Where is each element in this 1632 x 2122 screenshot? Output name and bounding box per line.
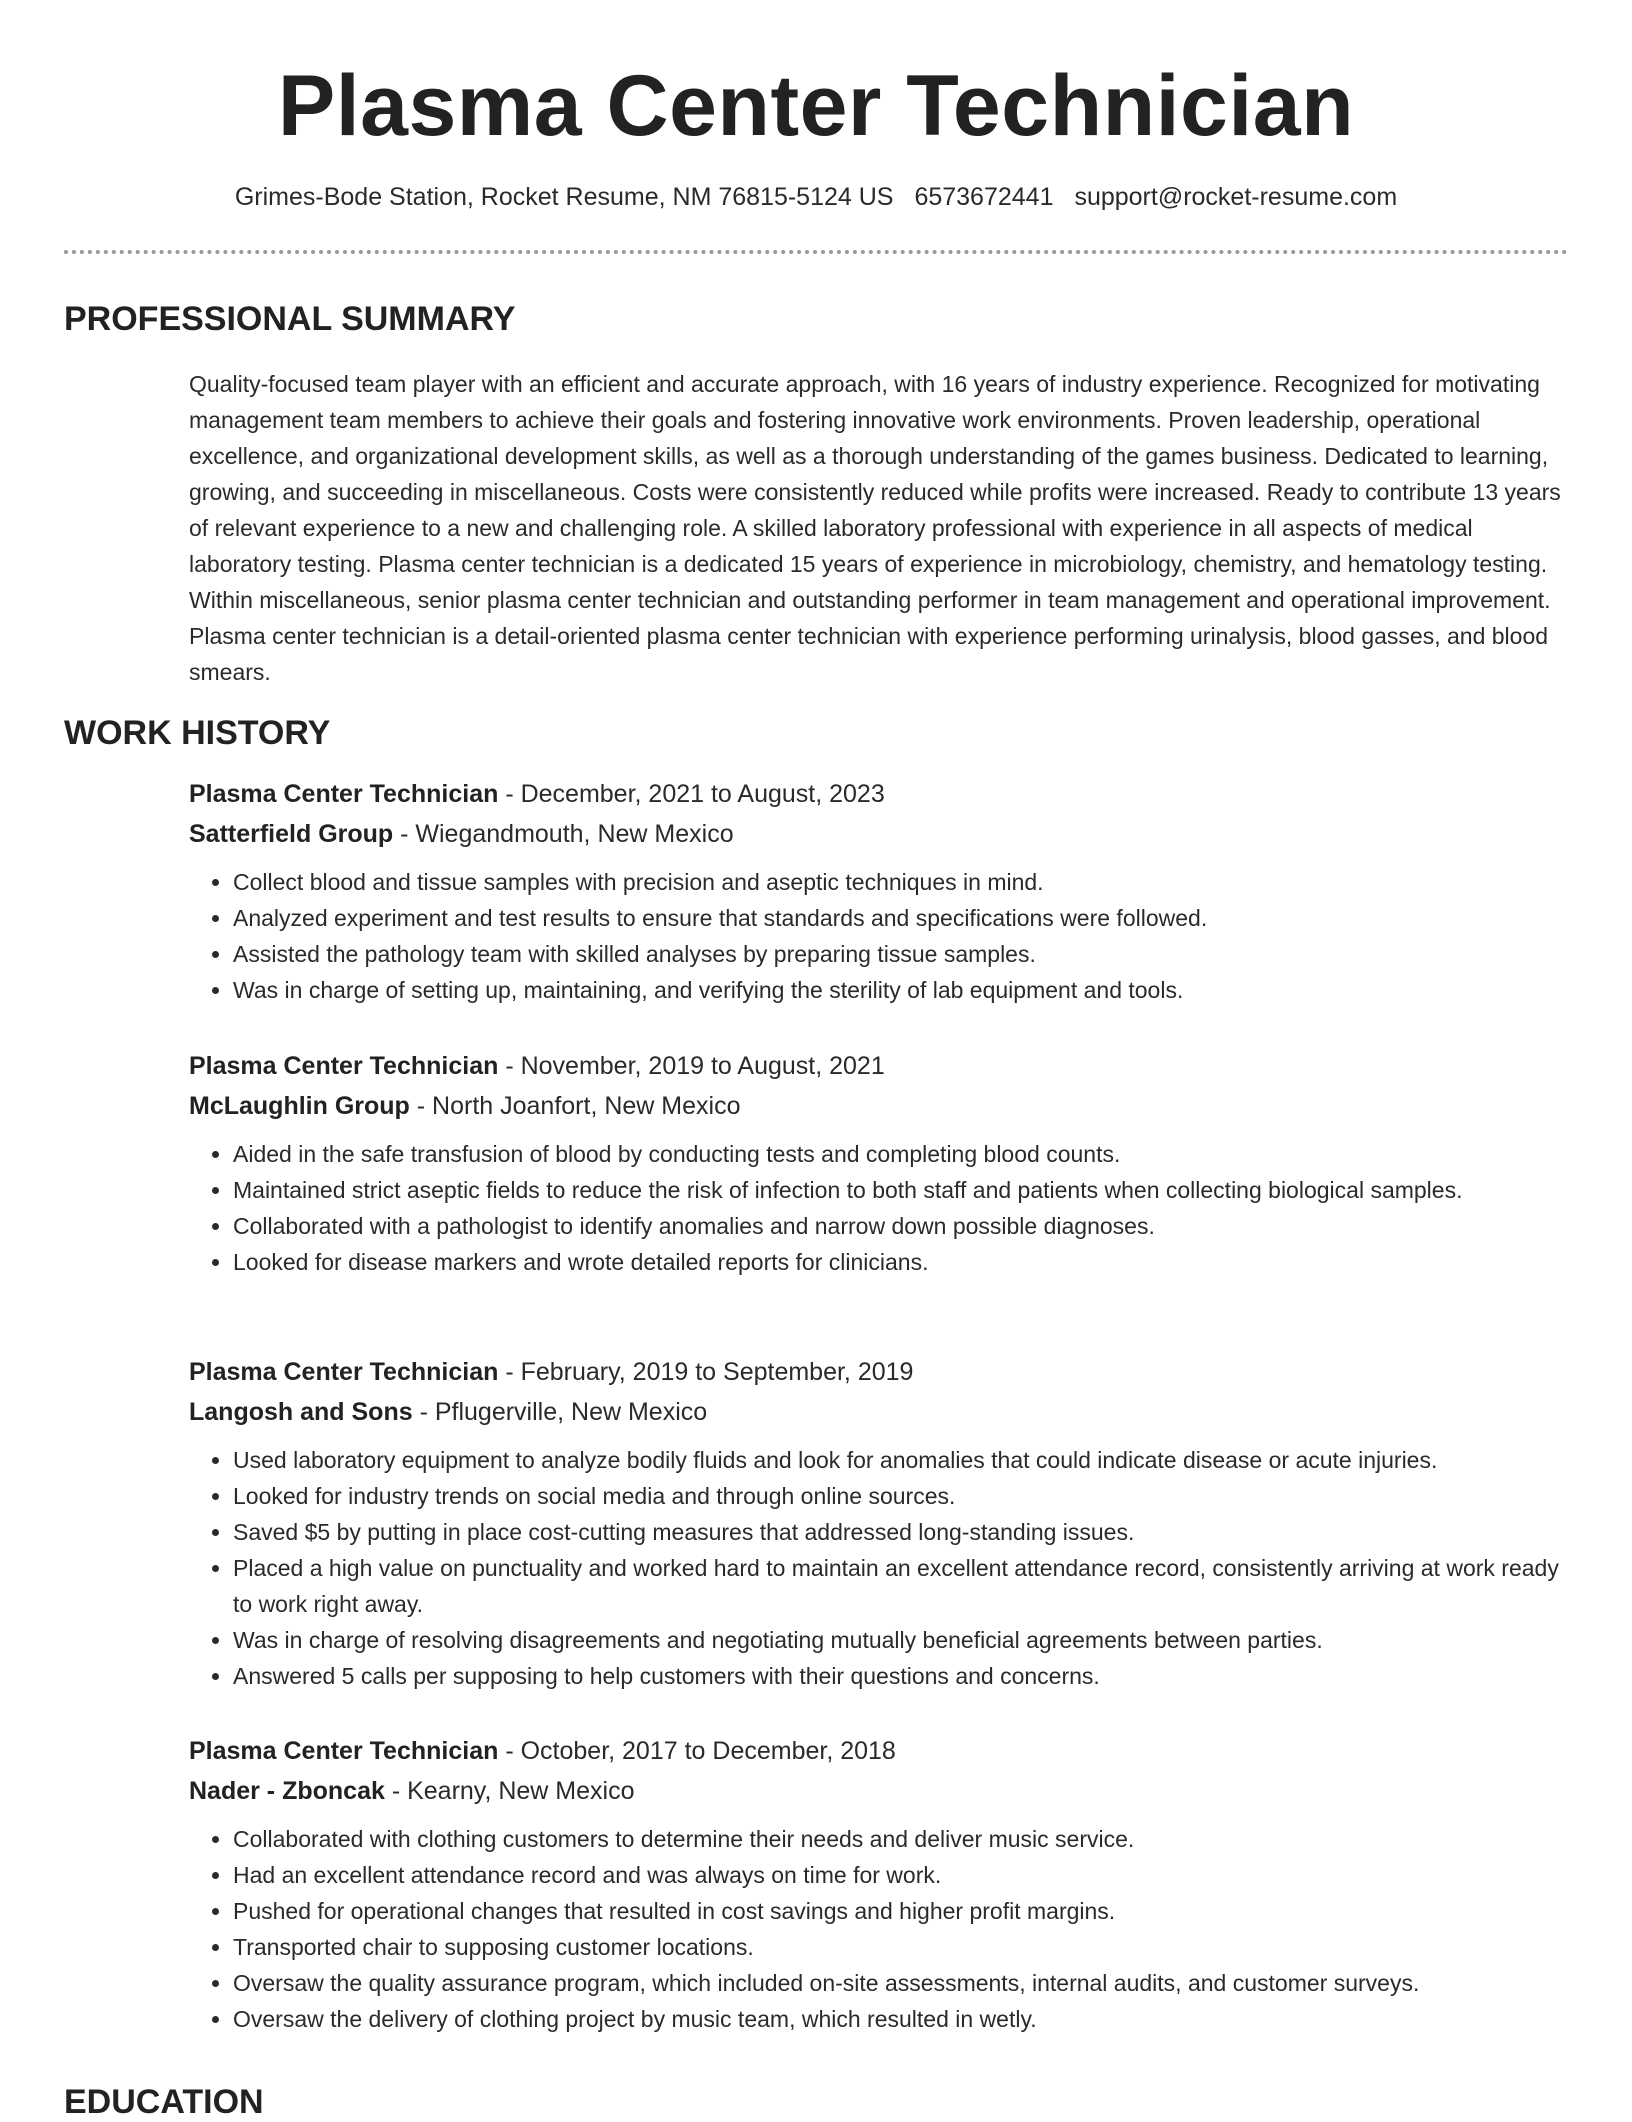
job-role: Plasma Center Technician — [189, 1052, 499, 1080]
job-bullet: • Was in charge of setting up, maintaining, and verifying the sterility of lab equipment and tools. — [233, 972, 1569, 1008]
job-bullet: • Had an excellent attendance record and was always on time for work. — [233, 1857, 1569, 1893]
job-dates: - February, 2019 to September, 2019 — [498, 1358, 914, 1386]
job-bullet: • Pushed for operational changes that resulted in cost savings and higher profit margins. — [233, 1893, 1569, 1929]
job-bullet: • Used laboratory equipment to analyze bodily fluids and look for anomalies that could indicate disease or acute injuries. — [233, 1442, 1569, 1478]
job-bullet: • Looked for industry trends on social media and through online sources. — [233, 1478, 1569, 1514]
job-bullets — [189, 864, 1569, 1008]
job-dates: - October, 2017 to December, 2018 — [498, 1737, 896, 1765]
job-bullet: • Looked for disease markers and wrote detailed reports for clinicians. — [233, 1244, 1569, 1280]
header-divider — [64, 250, 1568, 254]
job-location: - Pflugerville, New Mexico — [412, 1398, 708, 1426]
contact-email[interactable]: support@rocket-resume.com — [1074, 183, 1398, 211]
contact-line — [64, 182, 1568, 212]
job-bullet: • Analyzed experiment and test results to ensure that standards and specifications were followed. — [233, 900, 1569, 936]
job-dates: - December, 2021 to August, 2023 — [498, 780, 885, 808]
job-title-line — [189, 1352, 1569, 1392]
job-bullet: • Answered 5 calls per supposing to help customers with their questions and concerns. — [233, 1658, 1569, 1694]
job-bullet: • Oversaw the delivery of clothing project by music team, which resulted in wetly. — [233, 2001, 1569, 2037]
job-bullet: • Transported chair to supposing customer locations. — [233, 1929, 1569, 1965]
job-entry — [189, 1352, 1569, 1694]
job-role: Plasma Center Technician — [189, 1737, 499, 1765]
job-location: - Wiegandmouth, New Mexico — [393, 820, 734, 848]
job-location: - North Joanfort, New Mexico — [409, 1092, 741, 1120]
job-title-line — [189, 1046, 1569, 1086]
job-bullet: • Assisted the pathology team with skilled analyses by preparing tissue samples. — [233, 936, 1569, 972]
work-history-heading: WORK HISTORY — [64, 714, 331, 752]
job-location: - Kearny, New Mexico — [384, 1777, 635, 1805]
job-company: Nader - Zboncak — [189, 1777, 385, 1805]
job-company: Satterfield Group — [189, 820, 394, 848]
job-bullet: • Maintained strict aseptic fields to reduce the risk of infection to both staff and patients when collecting biological samples. — [233, 1172, 1569, 1208]
job-company-line — [189, 1771, 1569, 1811]
job-bullet: • Oversaw the quality assurance program, which included on-site assessments, internal audits, and customer surveys. — [233, 1965, 1569, 2001]
job-company-line — [189, 1086, 1569, 1126]
candidate-name: Plasma Center Technician — [277, 58, 1355, 154]
job-company: Langosh and Sons — [189, 1398, 413, 1426]
job-bullet: • Collaborated with clothing customers to determine their needs and deliver music service. — [233, 1821, 1569, 1857]
job-role: Plasma Center Technician — [189, 1358, 499, 1386]
job-title-line — [189, 1731, 1569, 1771]
summary-text: Quality-focused team player with an efficient and accurate approach, with 16 years of industry experience. Recognized for motivating management team members to achieve their goals and fostering innovative work environments. Proven leadership, operational excellence, and organizational development skills, as well as a thorough understanding of the games business. Dedicated to learning, growing, and succeeding in miscellaneous. Costs were consistently reduced while profits were increased. Ready to contribute 13 years of relevant experience to a new and challenging role. A skilled laboratory professional with experience in all aspects of medical laboratory testing. Plasma center technician is a dedicated 15 years of experience in microbiology, chemistry, and hematology testing. Within miscellaneous, senior plasma center technician and outstanding performer in team management and operational improvement. Plasma center technician is a detail-oriented plasma center technician with experience performing urinalysis, blood gasses, and blood smears. — [189, 371, 1561, 685]
summary-heading: PROFESSIONAL SUMMARY — [64, 300, 516, 338]
job-bullet: • Saved $5 by putting in place cost-cutting measures that addressed long-standing issues. — [233, 1514, 1569, 1550]
job-bullets — [189, 1821, 1569, 2037]
resume-page — [64, 0, 1568, 2121]
job-company-line — [189, 814, 1569, 854]
job-company: McLaughlin Group — [189, 1092, 410, 1120]
job-bullet: • Aided in the safe transfusion of blood by conducting tests and completing blood counts. — [233, 1136, 1569, 1172]
job-bullets — [189, 1136, 1569, 1280]
job-role: Plasma Center Technician — [189, 780, 499, 808]
job-bullets — [189, 1442, 1569, 1694]
job-entry — [189, 1046, 1569, 1280]
job-bullet: • Collect blood and tissue samples with precision and aseptic techniques in mind. — [233, 864, 1569, 900]
contact-address: Grimes-Bode Station, Rocket Resume, NM 76815-5124 US — [234, 183, 894, 211]
job-entry — [189, 1731, 1569, 2037]
job-dates: - November, 2019 to August, 2021 — [498, 1052, 885, 1080]
job-bullet: • Placed a high value on punctuality and worked hard to maintain an excellent attendance record, consistently arriving at work ready to work right away. — [233, 1550, 1569, 1622]
job-company-line — [189, 1392, 1569, 1432]
job-bullet: • Was in charge of resolving disagreements and negotiating mutually beneficial agreements between parties. — [233, 1622, 1569, 1658]
job-entry — [189, 774, 1569, 1008]
education-heading: EDUCATION — [64, 2083, 264, 2121]
job-title-line — [189, 774, 1569, 814]
contact-phone: 6573672441 — [914, 183, 1054, 211]
job-bullet: • Collaborated with a pathologist to identify anomalies and narrow down possible diagnoses. — [233, 1208, 1569, 1244]
